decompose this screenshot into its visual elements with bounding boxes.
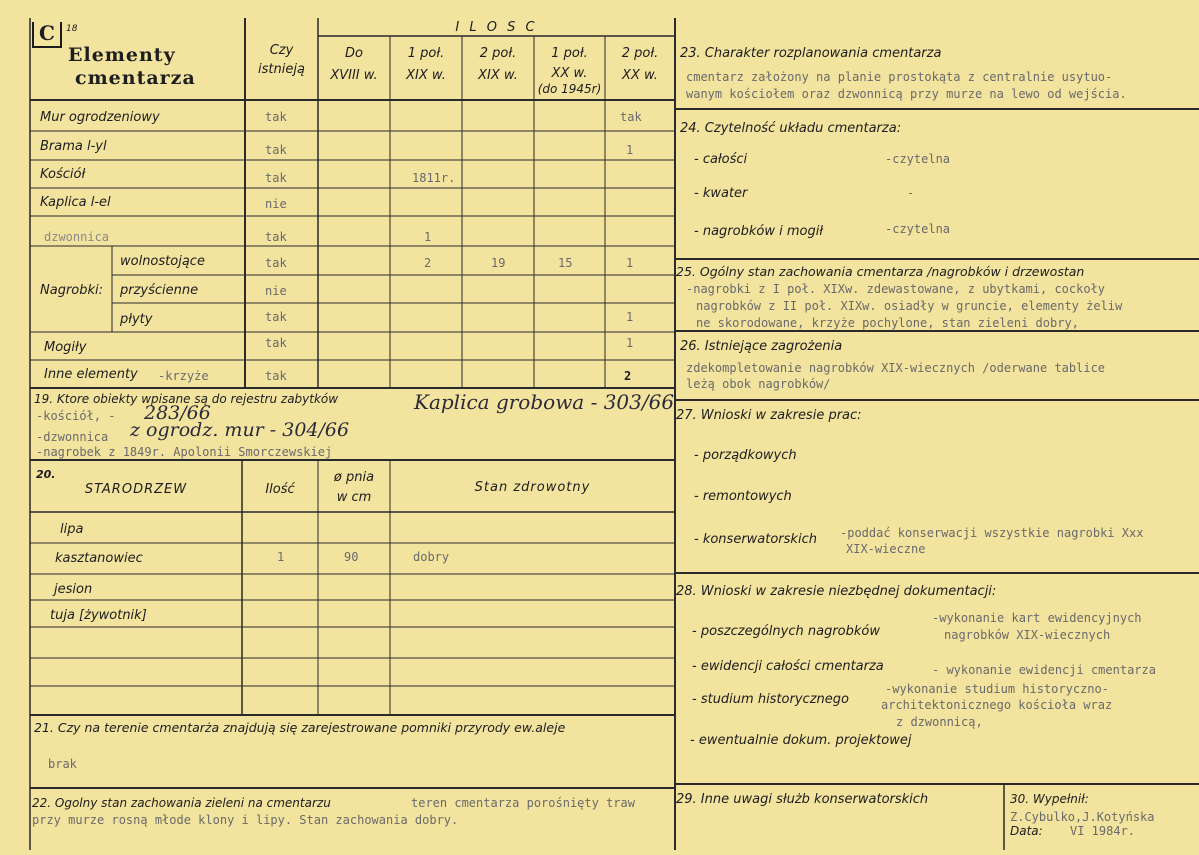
row-label-kosciol: Kościół bbox=[40, 167, 86, 182]
s30-label: 30. Wypełnił: bbox=[1010, 792, 1089, 806]
kosciol-p2: 1811r. bbox=[412, 171, 456, 185]
row-label-mur: Mur ogrodzeniowy bbox=[40, 110, 160, 125]
row-label-kaplica: Kaplica l-el bbox=[40, 195, 111, 210]
s28-poszczegolnych: - poszczególnych nagrobków bbox=[692, 624, 880, 639]
s23-typed-1: cmentarz założony na planie prostokąta z centralnie usytuo- bbox=[686, 70, 1113, 84]
s20-stan: Stan zdrowotny bbox=[474, 480, 591, 495]
mur-p5: tak bbox=[620, 110, 642, 124]
s24-calosci: - całości bbox=[694, 152, 748, 167]
header-period-4-l1: 1 poł. bbox=[551, 46, 588, 61]
row-label-plyty: płyty bbox=[120, 312, 153, 327]
s27-remontowe: - remontowych bbox=[694, 489, 792, 504]
kasztan-ilosc: 1 bbox=[277, 550, 285, 564]
s27-konserw-typed-1: -poddać konserwacji wszystkie nagrobki Xxx bbox=[840, 526, 1144, 540]
s22-typed-2: przy murze rosną młode klony i lipy. Stan zachowania dobry. bbox=[32, 813, 459, 827]
header-period-1-l2: XVIII w. bbox=[330, 68, 378, 83]
kosciol-exists: tak bbox=[265, 171, 287, 185]
row-label-wolnostojace: wolnostojące bbox=[120, 254, 205, 269]
s27-konserw-typed-2: XIX-wieczne bbox=[846, 542, 926, 556]
row-label-nagrobki: Nagrobki: bbox=[40, 283, 104, 298]
s25-typed-2: nagrobków z II poł. XIXw. osiadły w gruncie, elementy żeliw bbox=[696, 299, 1123, 313]
s27-porzadkowe: - porządkowych bbox=[694, 448, 797, 463]
mogily-p5: 1 bbox=[626, 336, 634, 350]
dzwonnica-p2: 1 bbox=[424, 230, 432, 244]
inne-exists: tak bbox=[265, 369, 287, 383]
s28-studium-typed-3: z dzwonnicą, bbox=[896, 715, 983, 729]
tree-tuja: tuja [żywotnik] bbox=[50, 608, 147, 623]
s21-label: 21. Czy na terenie cmentarża znajdują się zarejestrowane pomniki przyrody ew.aleje bbox=[34, 720, 566, 735]
header-period-4-l3: (do 1945r) bbox=[537, 82, 602, 96]
s24-kwater-val: - bbox=[907, 186, 915, 200]
s30-data-value: VI 1984r. bbox=[1070, 824, 1136, 838]
title-line-2: cmentarza bbox=[75, 67, 196, 89]
wolno-exists: tak bbox=[265, 256, 287, 270]
row-label-przyscienne: przyścienne bbox=[120, 283, 199, 298]
tree-kasztanowiec: kasztanowiec bbox=[55, 551, 143, 566]
header-czy: Czy bbox=[269, 43, 294, 58]
s24-label: 24. Czytelność układu cmentarza: bbox=[680, 121, 902, 136]
s23-label: 23. Charakter rozplanowania cmentarza bbox=[680, 46, 942, 61]
s26-label: 26. Istniejące zagrożenia bbox=[680, 339, 843, 354]
header-period-5-l2: XX w. bbox=[622, 68, 658, 83]
section-sup: 18 bbox=[66, 24, 78, 34]
row-label-inne: Inne elementy bbox=[44, 367, 138, 382]
s25-typed-3: ne skorodowane, krzyże pochylone, stan zieleni dobry, bbox=[696, 316, 1079, 330]
mogily-exists: tak bbox=[265, 336, 287, 350]
s27-label: 27. Wnioski w zakresie prac: bbox=[676, 408, 862, 423]
s28-ewidencji: - ewidencji całości cmentarza bbox=[692, 659, 884, 674]
row-label-mogily: Mogiły bbox=[44, 340, 87, 355]
header-period-5-l1: 2 poł. bbox=[621, 46, 659, 61]
header-period-2-l1: 1 poł. bbox=[407, 46, 445, 61]
row-label-dzwonnica: dzwonnica bbox=[44, 230, 110, 244]
s30-names: Z.Cybulko,J.Kotyńska bbox=[1010, 810, 1155, 824]
s23-typed-2: wanym kościołem oraz dzwonnicą przy murze na lewo od wejścia. bbox=[686, 87, 1127, 101]
header-istnieja: istnieją bbox=[258, 62, 305, 77]
s29-label: 29. Inne uwagi służb konserwatorskich bbox=[676, 792, 929, 807]
s24-nagrobkow-val: -czytelna bbox=[885, 222, 951, 236]
s26-typed-1: zdekompletowanie nagrobków XIX-wiecznych /oderwane tablice bbox=[686, 361, 1106, 375]
brama-p5: 1 bbox=[626, 143, 634, 157]
s20-pnia-1: ø pnia bbox=[333, 470, 375, 485]
section-letter: C bbox=[32, 22, 62, 48]
s19-kosciol: -kościół, - bbox=[36, 409, 116, 423]
s19-label: 19. Ktore obiekty wpisane są do rejestru zabytków bbox=[34, 392, 339, 406]
wolno-p4: 15 bbox=[558, 256, 573, 270]
s28-studium: - studium historycznego bbox=[692, 692, 849, 707]
s28-studium-typed-2: architektonicznego kościoła wraz bbox=[881, 698, 1113, 712]
header-period-3-l1: 2 poł. bbox=[479, 46, 517, 61]
brama-exists: tak bbox=[265, 143, 287, 157]
s19-hand-kosciol: 283/66 bbox=[144, 402, 211, 424]
s30-data-label: Data: bbox=[1010, 824, 1043, 838]
plyty-exists: tak bbox=[265, 310, 287, 324]
s20-ilosc: Ilość bbox=[265, 482, 295, 497]
s26-typed-2: leżą obok nagrobków/ bbox=[686, 377, 831, 391]
s19-hand-kaplica: Kaplica grobowa - 303/66 bbox=[414, 390, 675, 414]
s19-nagrobek: -nagrobek z 1849r. Apolonii Smorczewskiej bbox=[36, 445, 333, 459]
s21-answer: brak bbox=[48, 757, 77, 771]
s28-poszcz-typed-1: -wykonanie kart ewidencyjnych bbox=[932, 611, 1142, 625]
s20-starodrzew: STARODRZEW bbox=[84, 482, 188, 497]
kaplica-exists: nie bbox=[265, 197, 287, 211]
s25-typed-1: -nagrobki z I poł. XIXw. zdewastowane, z ubytkami, cockoły bbox=[686, 282, 1106, 296]
header-period-1-l1: Do bbox=[345, 46, 363, 61]
s19-dzwonnica: -dzwonnica bbox=[36, 430, 109, 444]
s20-pnia-2: w cm bbox=[336, 490, 372, 505]
s20-num: 20. bbox=[36, 468, 56, 481]
s25-label: 25. Ogólny stan zachowania cmentarza /nagrobków i drzewostan bbox=[676, 264, 1085, 279]
przysc-exists: nie bbox=[265, 284, 287, 298]
mur-exists: tak bbox=[265, 110, 287, 124]
s22-label: 22. Ogolny stan zachowania zieleni na cmentarzu bbox=[32, 796, 331, 810]
s28-label: 28. Wnioski w zakresie niezbędnej dokumentacji: bbox=[676, 584, 997, 599]
header-period-2-l2: XIX w. bbox=[406, 68, 446, 83]
s28-ewid-typed: - wykonanie ewidencji cmentarza bbox=[932, 663, 1156, 677]
s22-typed-1: teren cmentarza porośnięty traw bbox=[411, 796, 635, 810]
s27-konserw: - konserwatorskich bbox=[694, 532, 817, 547]
s28-poszcz-typed-2: nagrobków XIX-wiecznych bbox=[944, 628, 1111, 642]
kasztan-stan: dobry bbox=[413, 550, 450, 564]
header-period-4-l2: XX w. bbox=[551, 66, 588, 81]
header-ilosc: I L O S C bbox=[455, 20, 538, 35]
wolno-p5: 1 bbox=[626, 256, 634, 270]
s19-hand-dzwonnica: z ogrodz. mur - 304/66 bbox=[130, 419, 350, 441]
title-line-1: Elementy bbox=[68, 44, 176, 66]
row-label-brama: Brama l-yl bbox=[40, 139, 107, 154]
inne-p5: 2 bbox=[624, 369, 632, 383]
kasztan-pien: 90 bbox=[344, 550, 359, 564]
tree-lipa: lipa bbox=[60, 522, 84, 537]
s24-calosci-val: -czytelna bbox=[885, 152, 951, 166]
inne-typed: -krzyże bbox=[158, 369, 209, 383]
s28-studium-typed-1: -wykonanie studium historyczno- bbox=[885, 682, 1109, 696]
tree-jesion: jesion bbox=[54, 582, 93, 597]
section-title bbox=[68, 44, 196, 90]
s28-dokum: - ewentualnie dokum. projektowej bbox=[690, 733, 912, 748]
header-period-3-l2: XIX w. bbox=[478, 68, 518, 83]
wolno-p3: 19 bbox=[491, 256, 506, 270]
s24-nagrobkow: - nagrobków i mogił bbox=[694, 224, 824, 239]
s24-kwater: - kwater bbox=[694, 186, 748, 201]
wolno-p2: 2 bbox=[424, 256, 432, 270]
dzwonnica-exists: tak bbox=[265, 230, 287, 244]
plyty-p5: 1 bbox=[626, 310, 634, 324]
